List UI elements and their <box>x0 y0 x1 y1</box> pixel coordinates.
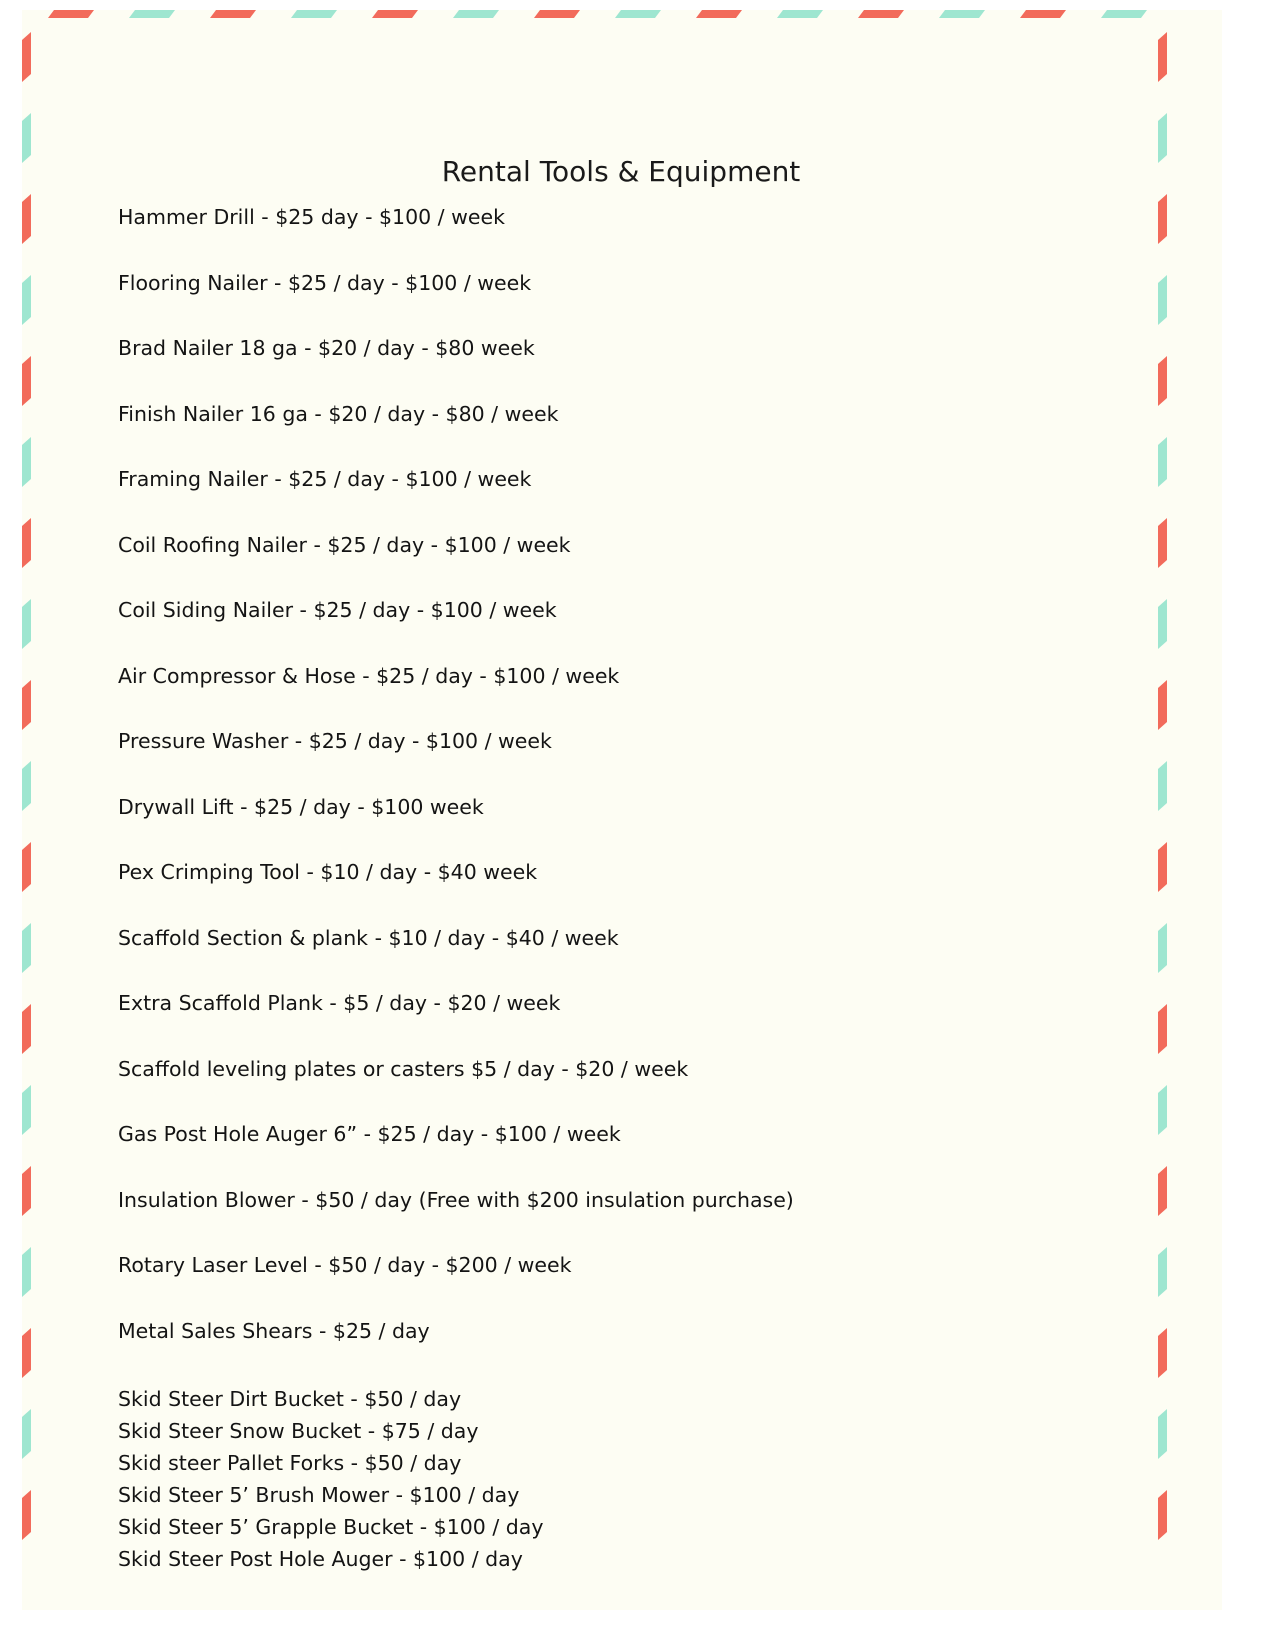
right-stripe-border <box>1158 32 1167 1540</box>
list-item: Finish Nailer 16 ga - $20 / day - $80 / week <box>118 401 559 426</box>
border-stripe <box>1158 1490 1167 1540</box>
border-stripe <box>1158 842 1167 892</box>
list-item: Coil Roofing Nailer - $25 / day - $100 / week <box>118 532 571 557</box>
border-stripe <box>22 599 31 649</box>
border-stripe <box>22 680 31 730</box>
border-stripe <box>1101 10 1147 18</box>
border-stripe <box>1158 437 1167 487</box>
list-item: Brad Nailer 18 ga - $20 / day - $80 week <box>118 336 535 360</box>
list-item: Air Compressor & Hose - $25 / day - $100 / week <box>118 663 620 688</box>
border-stripe <box>22 194 31 244</box>
border-stripe <box>1158 680 1167 730</box>
border-stripe <box>22 1490 31 1540</box>
border-stripe <box>1158 923 1167 973</box>
skid-steer-list <box>118 1383 544 1575</box>
border-stripe <box>777 10 823 18</box>
border-stripe <box>1020 10 1066 18</box>
border-stripe <box>1158 32 1167 82</box>
paper-sheet <box>22 10 1222 1610</box>
border-stripe <box>1158 1085 1167 1135</box>
border-stripe <box>1158 599 1167 649</box>
border-stripe <box>22 1247 31 1297</box>
border-stripe <box>696 10 742 18</box>
list-item: Pex Crimping Tool - $10 / day - $40 week <box>118 860 538 884</box>
border-stripe <box>22 1409 31 1459</box>
border-stripe <box>939 10 985 18</box>
border-stripe <box>291 10 337 18</box>
list-item: Hammer Drill - $25 day - $100 / week <box>118 205 505 229</box>
border-stripe <box>1158 761 1167 811</box>
list-item: Gas Post Hole Auger 6” - $25 / day - $100 / week <box>118 1122 621 1146</box>
border-stripe <box>1158 1166 1167 1216</box>
border-stripe <box>22 1085 31 1135</box>
border-stripe <box>1158 1328 1167 1378</box>
border-stripe <box>22 356 31 406</box>
border-stripe <box>48 10 94 18</box>
border-stripe <box>372 10 418 18</box>
list-item: Scaffold leveling plates or casters $5 / day - $20 / week <box>118 1056 689 1081</box>
border-stripe <box>1158 356 1167 406</box>
list-item: Scaffold Section & plank - $10 / day - $40 / week <box>118 925 619 950</box>
list-item: Coil Siding Nailer - $25 / day - $100 / week <box>118 598 557 622</box>
border-stripe <box>453 10 499 18</box>
border-stripe <box>22 761 31 811</box>
skid-steer-item: Skid Steer 5’ Grapple Bucket - $100 / day <box>118 1515 544 1539</box>
skid-steer-item: Skid Steer Post Hole Auger - $100 / day <box>118 1547 523 1571</box>
border-stripe <box>22 32 31 82</box>
list-item: Flooring Nailer - $25 / day - $100 / week <box>118 270 532 295</box>
skid-steer-item: Skid steer Pallet Forks - $50 / day <box>118 1451 462 1475</box>
list-item: Extra Scaffold Plank - $5 / day - $20 / week <box>118 991 561 1015</box>
border-stripe <box>22 1328 31 1378</box>
skid-steer-item: Skid Steer 5’ Brush Mower - $100 / day <box>118 1483 520 1507</box>
border-stripe <box>615 10 661 18</box>
border-stripe <box>22 842 31 892</box>
rental-list <box>118 202 794 1381</box>
border-stripe <box>1158 1409 1167 1459</box>
border-stripe <box>858 10 904 18</box>
border-stripe <box>210 10 256 18</box>
list-item: Drywall Lift - $25 / day - $100 week <box>118 794 484 819</box>
skid-steer-item: Skid Steer Dirt Bucket - $50 / day <box>118 1387 462 1411</box>
list-item: Insulation Blower - $50 / day (Free with $200 insulation purchase) <box>118 1187 794 1212</box>
list-item: Framing Nailer - $25 / day - $100 / week <box>118 467 532 491</box>
border-stripe <box>22 275 31 325</box>
border-stripe <box>1158 194 1167 244</box>
list-item: Metal Sales Shears - $25 / day <box>118 1318 430 1343</box>
border-stripe <box>1158 1247 1167 1297</box>
border-stripe <box>22 923 31 973</box>
border-stripe <box>22 437 31 487</box>
skid-steer-item: Skid Steer Snow Bucket - $75 / day <box>118 1419 479 1443</box>
left-stripe-border <box>22 32 31 1540</box>
list-item: Rotary Laser Level - $50 / day - $200 / week <box>118 1253 572 1277</box>
border-stripe <box>22 1166 31 1216</box>
border-stripe <box>1158 275 1167 325</box>
page-title: Rental Tools & Equipment <box>441 155 801 188</box>
border-stripe <box>22 1004 31 1054</box>
border-stripe <box>22 518 31 568</box>
list-item: Pressure Washer - $25 / day - $100 / week <box>118 729 552 753</box>
border-stripe <box>1158 1004 1167 1054</box>
border-stripe <box>1158 518 1167 568</box>
border-stripe <box>129 10 175 18</box>
top-stripe-border <box>48 10 1147 18</box>
border-stripe <box>534 10 580 18</box>
